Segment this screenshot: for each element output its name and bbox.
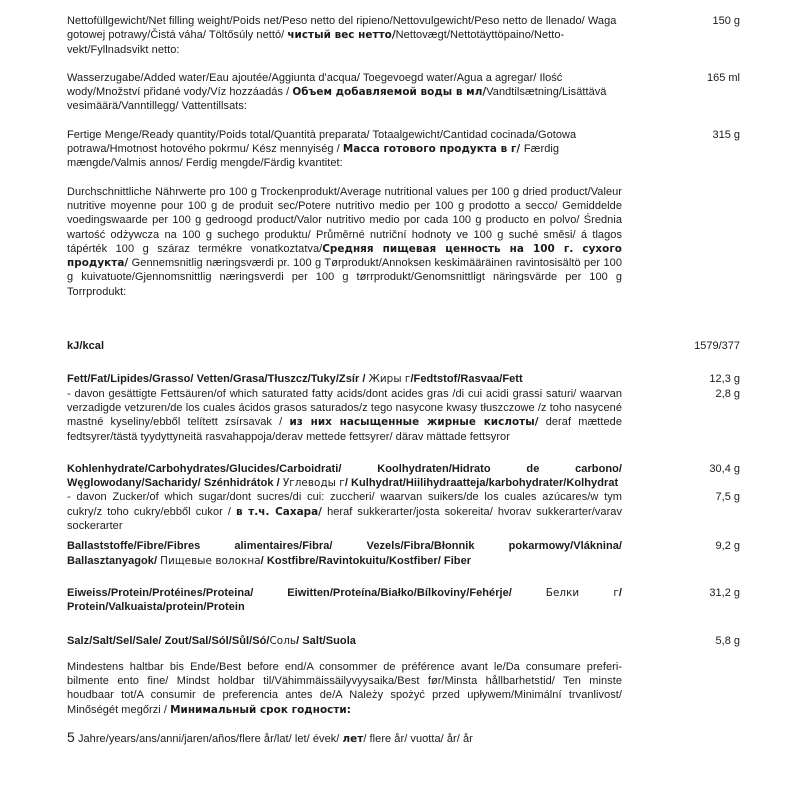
- text-segment: Jahre/years/ans/anni/jaren/años/flere år/lat/ let/ évek/: [74, 732, 343, 745]
- text-segment: / Salt/Suola: [296, 634, 356, 647]
- text-segment: Durchschnittliche Nährwerte pro 100 g Trockenprodukt/Average nutritional values per 100 g dried product/Valeur nutritive moyenne pour 100 g de produit sec/Potere nutritivo medio per 100 g prodotto a secco/ Gemiddelde voedingswaarde per 100 g gedroogd product/Valor nutritivo medio por cada 100 g producto en polvo/ Średnia wartość odżywcza na 100 g suchego produktu/ Průměrné nutriční hodnoty ve 100 g suché směsi/ á tlagos tápérték 100 g száraz termékre vonatkoztatva/: [67, 185, 622, 255]
- fibre-row-label: [67, 539, 622, 568]
- fibre-row: [67, 539, 740, 568]
- protein-block: [67, 586, 740, 615]
- text-segment: - davon Zucker/of which sugar/dont sucres/di cui: zuccheri/ waarvan suikers/de los cuales azúcares/w tym cukry/z toho cukry/ebből cukor /: [67, 491, 622, 518]
- text-segment: Fett/Fat/Lipides/Grasso/ Vetten/Grasa/Tłuszcz/Tuky/Zsír /: [67, 373, 369, 386]
- text-segment: - davon gesättigte Fettsäuren/of which saturated fatty acids/dont acides gras /di cui acidi grassi saturi/ waarvan verzadigde vetzuren/de los cuales ácidos grasos saturados/z tego nasycone kwasy tłuszczowe /z toho nasycené mastné kyseliny/ebből telített zsírsavak /: [67, 387, 622, 429]
- intro-text: [67, 185, 622, 299]
- nutrition-intro-paragraph: [67, 185, 740, 299]
- shelf-life-units: [75, 733, 473, 745]
- text-segment: Færdig mængde/Valmis annos/ Ferdig mengde/Färdig kvantitet:: [67, 143, 560, 170]
- cyrillic-segment: Минимальный срок годности:: [170, 703, 351, 716]
- protein-row: [67, 586, 740, 615]
- ready-quantity-block: [67, 128, 740, 171]
- label-sheet: [67, 14, 740, 760]
- text-segment: / Kostfibre/Ravintokuitu/Kostfiber/ Fiber: [260, 554, 472, 567]
- fat-sub-row-label: [67, 387, 622, 444]
- text-segment: / Protein/Valkuaista/protein/Protein: [67, 586, 622, 614]
- text-segment: kJ/kcal: [67, 340, 105, 353]
- text-segment: Nettovægt/Nettotäyttöpaino/Nettovekt/Fyllnadsvikt netto:: [67, 29, 565, 56]
- best-before-text: [67, 660, 622, 717]
- nutrition-table: [67, 339, 740, 648]
- shelf-life-number: 5: [67, 728, 75, 745]
- net-filling-weight-row: [67, 14, 740, 57]
- carbohydrates-row-label: [67, 462, 622, 491]
- text-segment: Salz/Salt/Sel/Sale/ Zout/Sal/Sól/Sůl/Só/: [67, 634, 270, 647]
- fat-row: [67, 372, 740, 386]
- carbohydrates-sub-row-label: [67, 490, 622, 533]
- cyrillic-segment: Жиры г: [368, 373, 411, 386]
- text-segment: Ballaststoffe/Fibre/Fibres alimentaires/Fibra/ Vezels/Fibra/Błonnik pokarmowy/Vláknina/ Ballasztanyagok/: [67, 540, 622, 567]
- text-segment: Eiweiss/Protein/Protéines/Proteina/ Eiwitten/Proteína/Białko/Bílkoviny/Fehérje/: [67, 586, 546, 599]
- cyrillic-segment: Масса готового продукта в г/: [342, 143, 524, 156]
- shelf-life-text: [67, 730, 622, 746]
- fibre-row-value: 9,2 g: [715, 540, 740, 553]
- shelf-life-section: [67, 730, 740, 746]
- fat-block: [67, 372, 740, 443]
- net-filling-weight-row-value: 150 g: [712, 15, 740, 27]
- text-segment: Vandtilsætning/Lisättävä vesimäärä/Vanntillegg/ Vattentillsats:: [67, 86, 607, 113]
- added-water-block: [67, 71, 740, 114]
- salt-row: [67, 634, 740, 648]
- cyrillic-segment: Соль: [269, 634, 297, 647]
- net-filling-weight-row-label: [67, 14, 622, 57]
- text-segment: Fertige Menge/Ready quantity/Poids total/Quantità preparata/ Totaalgewicht/Cantidad cocinada/Gotowa potrawa/Hmotnost hotového pokrmu/ Kész mennyiség /: [67, 128, 577, 156]
- salt-row-label: [67, 634, 622, 648]
- added-water-row: [67, 71, 740, 114]
- cyrillic-segment: из них насыщенные жирные кислоты/: [289, 416, 539, 429]
- energy-row-value: 1579/377: [694, 340, 740, 353]
- ready-quantity-row: [67, 128, 740, 171]
- cyrillic-segment: чистый вес нетто/: [287, 29, 396, 42]
- energy-block: [67, 339, 740, 353]
- text-segment: Gennemsnitlig næringsværdi pr. 100 g Tørprodukt/Annoksen keskimääräinen ravintosisältö per 100 g kuivatuote/Gjennomsnittlig næringsverdi per 100 g tørrprodukt/Genomsnittligt näringsvärde per 100 g Torrprodukt:: [67, 257, 622, 298]
- salt-block: [67, 634, 740, 648]
- cyrillic-segment: Углеводы г: [282, 477, 345, 490]
- ready-quantity-row-label: [67, 128, 622, 171]
- cyrillic-segment: лет: [342, 732, 364, 745]
- text-segment: / flere år/ vuotta/ år/ år: [363, 732, 473, 745]
- fibre-block: [67, 539, 740, 568]
- carbohydrates-block: [67, 462, 740, 533]
- cyrillic-segment: в т.ч. Сахара/: [236, 505, 323, 518]
- text-segment: /Fedtstof/Rasvaa/Fett: [410, 373, 523, 386]
- text-segment: Wasserzugabe/Added water/Eau ajoutée/Aggiunta d'acqua/ Toegevoegd water/Agua a agregar/ Ilość wody/Množství přidané vody/Víz hozzáadás /: [67, 71, 563, 99]
- carbohydrates-sub-row: [67, 490, 740, 533]
- carbohydrates-row: [67, 462, 740, 491]
- carbohydrates-row-value: 30,4 g: [709, 462, 740, 475]
- intro-row: [67, 185, 740, 299]
- fat-sub-row-value: 2,8 g: [715, 387, 740, 400]
- ready-quantity-row-value: 315 g: [712, 128, 740, 141]
- cyrillic-segment: Объем добавляемой воды в мл/: [292, 86, 487, 99]
- carbohydrates-sub-row-value: 7,5 g: [715, 491, 740, 504]
- cyrillic-segment: Белки г: [545, 586, 619, 599]
- text-segment: deraf mættede fedtsyrer/tästä tyydyttyneitä rasvahappoja/derav mettede fettsyrer/ därav mättade fettsyror: [67, 416, 622, 443]
- net-filling-weight-block: [67, 14, 740, 57]
- text-segment: Kohlenhydrate/Carbohydrates/Glucides/Carboidrati/ Koolhydraten/Hidrato de carbono/ Węglowodany/Sacharidy/ Szénhidrátok /: [67, 462, 622, 490]
- salt-row-value: 5,8 g: [715, 634, 740, 647]
- cyrillic-segment: Средняя пищевая ценность на 100 г. сухого продукта/: [67, 242, 622, 270]
- cyrillic-segment: Пищевые волокна: [160, 554, 261, 567]
- fat-sub-row: [67, 387, 740, 444]
- text-segment: Nettofüllgewicht/Net filling weight/Poids net/Peso netto del ripieno/Nettovulgewicht/Peso netto de llenado/ Waga gotowej potrawy/Čistá váha/ Töltősúly nettó/: [67, 15, 617, 42]
- best-before-section: [67, 660, 740, 717]
- shelf-life-row: [67, 730, 740, 746]
- text-segment: heraf sukkerarter/josta sokereita/ hvorav sukkerarter/varav sockerarter: [67, 505, 622, 533]
- energy-row: [67, 339, 740, 353]
- energy-row-label: [67, 339, 622, 353]
- added-water-row-value: 165 ml: [706, 71, 740, 84]
- fat-row-value: 12,3 g: [709, 373, 740, 386]
- protein-row-value: 31,2 g: [709, 586, 740, 599]
- package-info-section: [67, 14, 740, 171]
- text-segment: / Kulhydrat/Hiilihydraatteja/karbohydrater/Kolhydrat: [344, 477, 619, 490]
- fat-row-label: [67, 372, 622, 386]
- text-segment: Mindestens haltbar bis Ende/Best before end/A consommer de préférence avant le/Da consumare preferibilmente ento fine/ Mindst holdbar til/Vähimmäissäilyvyysaika/Best før/Minsta hållbarhetstid/ Ten minste houdbaar tot/A consumir de preferencia antes de/A Należy spożyć przed upływem/Minimální trvanlivost/ Minőségét megőrzi /: [67, 660, 622, 716]
- best-before-row: [67, 660, 740, 717]
- protein-row-label: [67, 586, 622, 615]
- added-water-row-label: [67, 71, 622, 114]
